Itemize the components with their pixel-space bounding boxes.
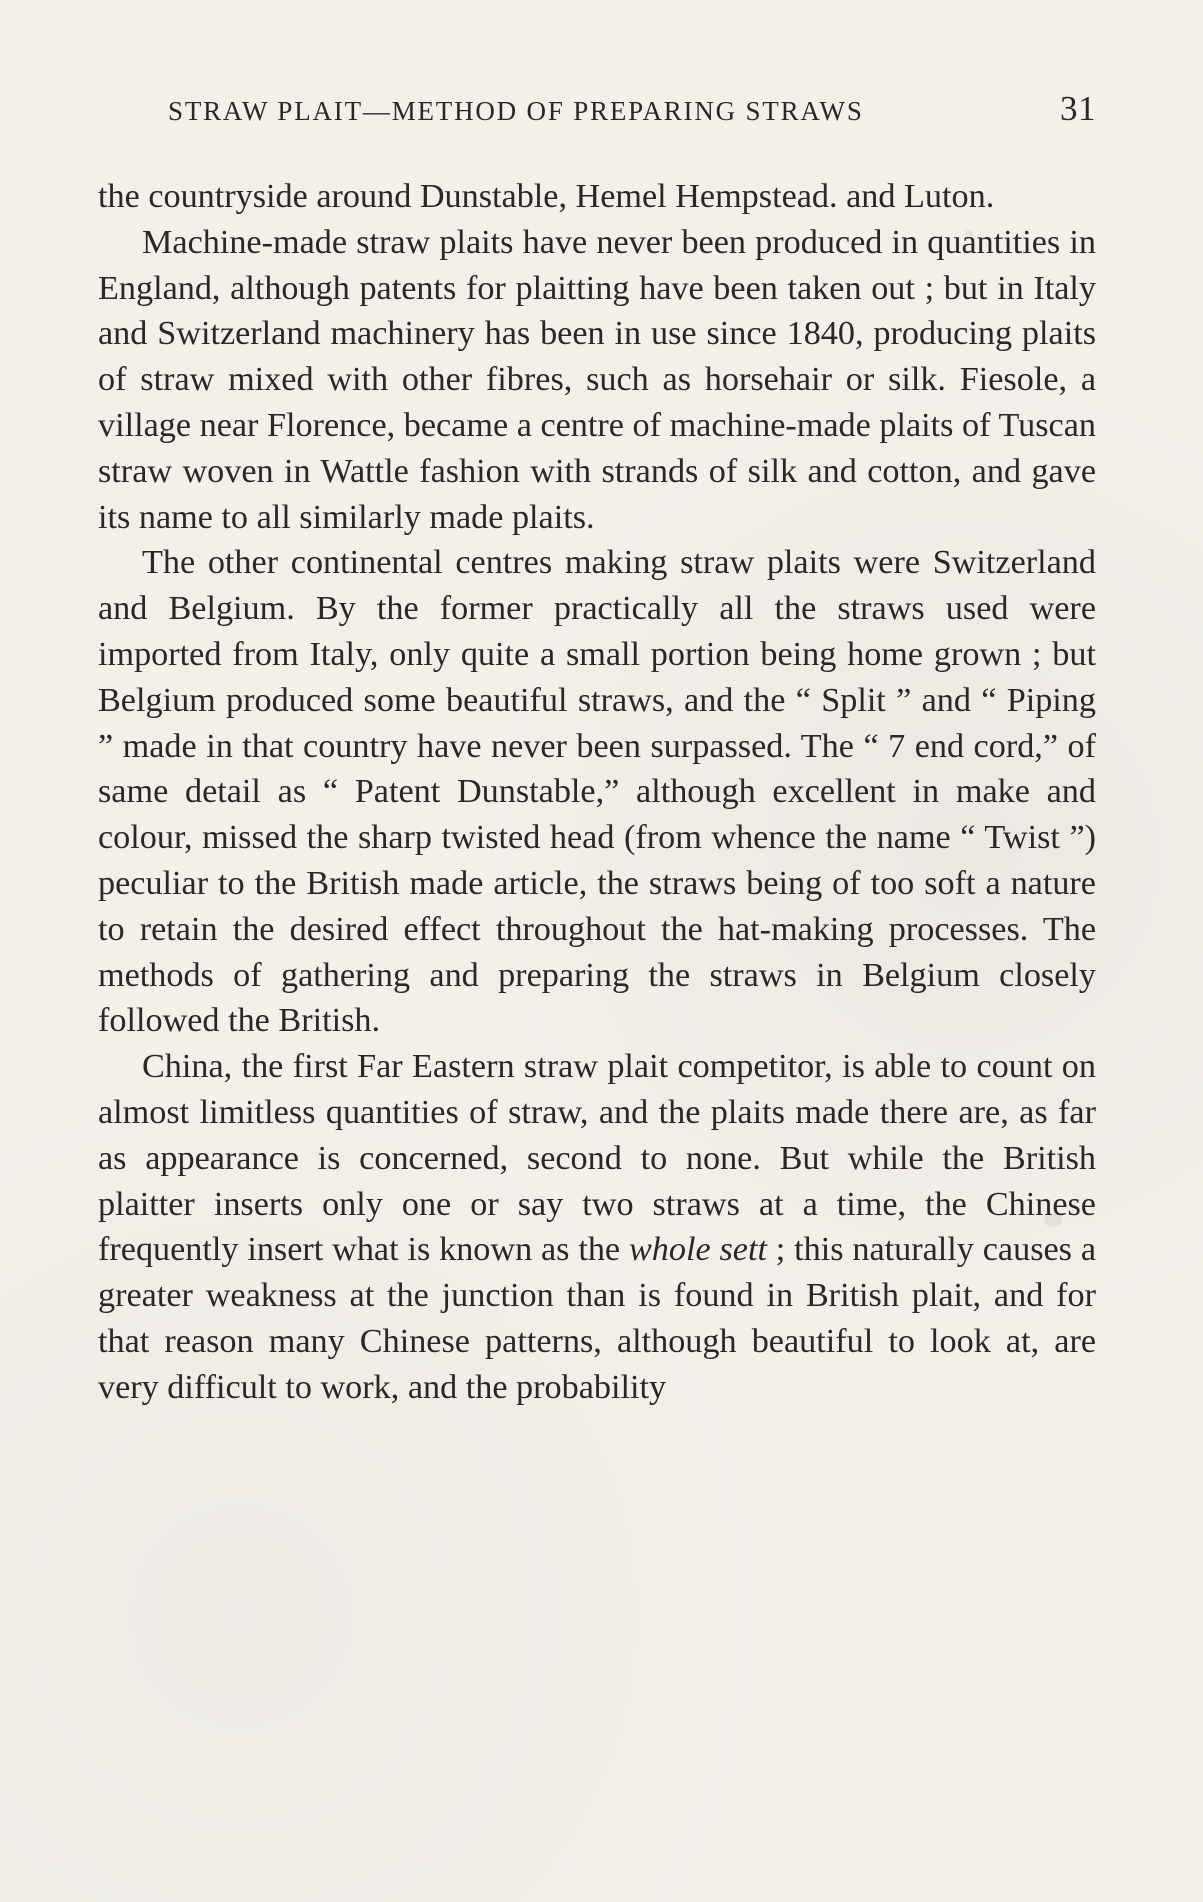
paragraph-china [98, 1044, 1096, 1410]
body-text [98, 174, 1096, 1411]
paragraph-machine-made-plaits: Machine-made straw plaits have never been produced in quantities in England, although patents for plaitting have been taken out ; but in Italy and Switzerland machinery has been in use since 1840, producing plaits of straw mixed with other fibres, such as horsehair or silk. Fiesole, a village near Florence, became a centre of machine-made plaits of Tuscan straw woven in Wattle fashion with strands of silk and cotton, and gave its name to all similarly made plaits. [98, 223, 1096, 536]
china-paragraph-text-start: China, the first Far Eastern straw plait competitor, is able to count on almost limitless quantities of straw, and the plaits made there are, as far as appearance is concerned, second to none. But while the British plaitter inserts only one or say two straws at a time, the Chinese frequently insert what is known as the [98, 1048, 1096, 1269]
running-head: STRAW PLAIT—METHOD OF PREPARING STRAWS [168, 96, 864, 126]
paragraph-continuation: the countryside around Dunstable, Hemel Hempstead. and Luton. [98, 178, 995, 215]
china-paragraph-text-end: ; this naturally causes a greater weakness at the junction than is found in British plait, and for that reason many Chinese patterns, although beautiful to look at, are very difficult to work, and the probability [98, 1231, 1096, 1406]
page-header [168, 91, 1096, 135]
whole-sett-term: whole sett [628, 1231, 767, 1269]
page-number: 31 [1060, 89, 1096, 128]
paragraph-continental-centres: The other continental centres making straw plaits were Switzerland and Belgium. By the former practically all the straws used were imported from Italy, only quite a small portion being home grown ; but Belgium produced some beautiful straws, and the “ Split ” and “ Piping ” made in that country have never been surpassed. The “ 7 end cord,” of same detail as “ Patent Dunstable,” although excellent in make and colour, missed the sharp twisted head (from whence the name “ Twist ”) peculiar to the British made article, the straws being of too soft a nature to retain the desired effect throughout the hat-making processes. The methods of gathering and preparing the straws in Belgium closely followed the British. [98, 544, 1096, 1040]
